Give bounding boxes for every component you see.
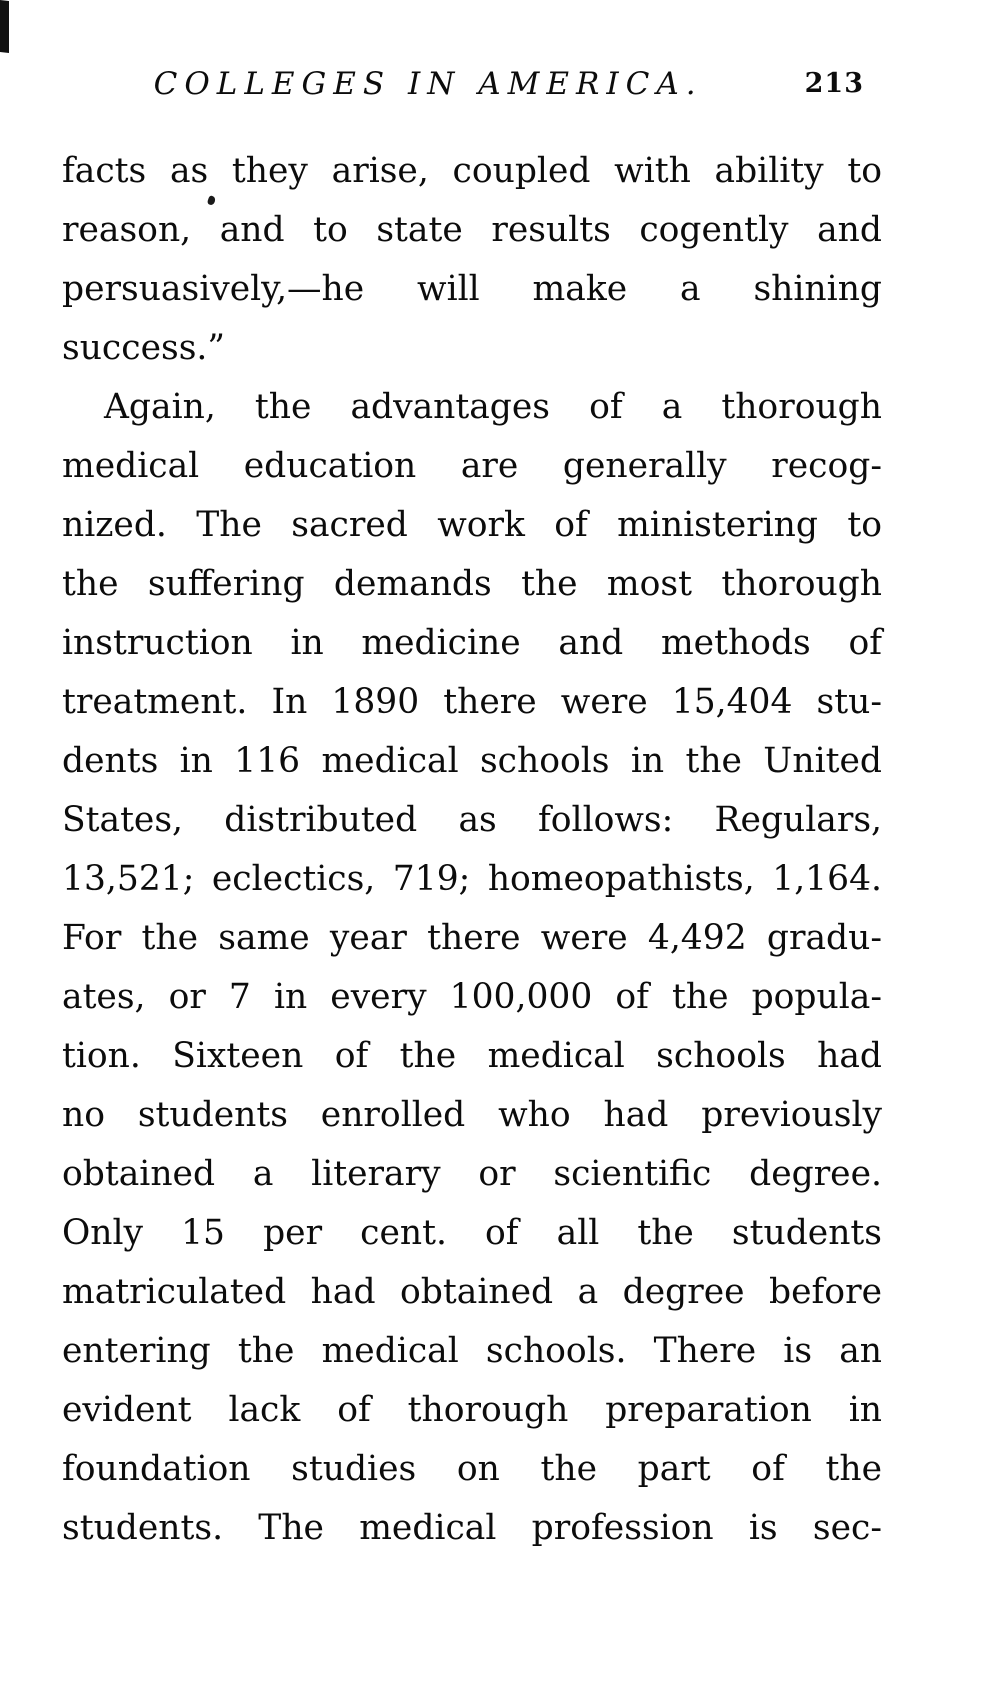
body-line: For the same year there were 4,492 gradu- [62,918,882,958]
body-line: ates, or 7 in every 100,000 of the popula- [62,977,882,1017]
body-line: 13,521; eclectics, 719; homeopathists, 1,164. [62,859,882,899]
page-number: 213 [804,68,864,99]
body-line: dents in 116 medical schools in the United [62,741,882,781]
text-column [62,66,882,1558]
running-title: COLLEGES IN AMERICA. [153,66,703,102]
body-line: matriculated had obtained a degree before [62,1272,882,1312]
body-line: reason, and to state results cogently and [62,210,882,250]
body-line: no students enrolled who had previously [62,1095,882,1135]
body-line: States, distributed as follows: Regulars, [62,800,882,840]
page-header [62,66,882,112]
body-line: tion. Sixteen of the medical schools had [62,1036,882,1076]
body-line: students. The medical profession is sec- [62,1508,882,1548]
body-line: the suffering demands the most thorough [62,564,882,604]
body-line: persuasively,—he will make a shining [62,269,882,309]
scan-artifact [0,0,9,53]
body-line: success.” [62,328,225,368]
body-line: medical education are generally recog- [62,446,882,486]
body-line: instruction in medicine and methods of [62,623,882,663]
body-line: facts as they arise, coupled with ability to [62,151,882,191]
body-line: entering the medical schools. There is an [62,1331,882,1371]
body-line: nized. The sacred work of ministering to [62,505,882,545]
body-line: treatment. In 1890 there were 15,404 stu- [62,682,882,722]
body-line: obtained a literary or scientific degree. [62,1154,882,1194]
body-text [62,142,882,1558]
body-line: evident lack of thorough preparation in [62,1390,882,1430]
body-line: Again, the advantages of a thorough [104,387,882,427]
body-line: Only 15 per cent. of all the students [62,1213,882,1253]
body-line: foundation studies on the part of the [62,1449,882,1489]
